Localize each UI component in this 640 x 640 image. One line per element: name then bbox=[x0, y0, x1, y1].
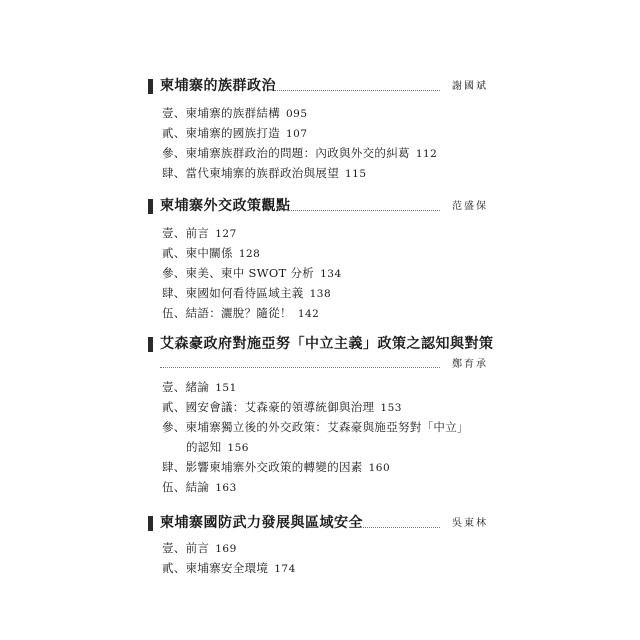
toc-entry[interactable] bbox=[162, 266, 342, 282]
entry-page-number: 107 bbox=[286, 128, 308, 140]
entry-text: 貳、柬埔寨的國族打造 bbox=[162, 126, 280, 140]
chapter-1 bbox=[148, 76, 488, 186]
entry-text: 貳、國安會議：艾森豪的領導統御與治理 bbox=[162, 400, 375, 414]
toc-entry[interactable] bbox=[162, 126, 308, 142]
chapter-marker-bar bbox=[148, 337, 153, 352]
dotted-leader bbox=[160, 367, 440, 368]
toc-entry[interactable] bbox=[162, 306, 319, 322]
toc-entry[interactable] bbox=[162, 106, 308, 122]
dotted-leader bbox=[288, 210, 440, 211]
toc-entry[interactable] bbox=[162, 246, 260, 262]
chapter-marker-bar bbox=[148, 79, 153, 94]
toc-entry[interactable] bbox=[162, 286, 331, 302]
entry-page-number: 128 bbox=[238, 248, 261, 260]
entry-page-number: 169 bbox=[215, 543, 237, 555]
entry-page-number: 138 bbox=[309, 288, 332, 300]
entry-text: 壹、前言 bbox=[162, 541, 210, 555]
entry-text: 貳、柬中關係 bbox=[162, 246, 233, 260]
chapter-title: 柬埔寨外交政策觀點 bbox=[160, 198, 291, 214]
chapter-marker-bar bbox=[148, 199, 153, 214]
chapter-title: 柬埔寨國防武力發展與區域安全 bbox=[160, 515, 363, 531]
entry-text: 壹、前言 bbox=[162, 226, 210, 240]
entry-page-number: 163 bbox=[215, 482, 237, 494]
entry-page-number: 156 bbox=[227, 442, 249, 454]
chapter-author: 謝國斌 bbox=[452, 81, 488, 92]
chapter-marker-bar bbox=[148, 516, 153, 531]
entry-text: 貳、柬埔寨安全環境 bbox=[162, 561, 269, 575]
dotted-leader bbox=[274, 90, 440, 91]
entry-text: 壹、緒論 bbox=[162, 380, 210, 394]
dotted-leader bbox=[360, 527, 440, 528]
entry-page-number: 115 bbox=[345, 168, 367, 180]
entry-page-number: 112 bbox=[415, 148, 438, 160]
entry-page-number: 151 bbox=[215, 382, 237, 394]
entry-text: 肆、影響柬埔寨外交政策的轉變的因素 bbox=[162, 460, 363, 474]
entry-page-number: 174 bbox=[274, 563, 296, 575]
entry-text: 肆、當代柬埔寨的族群政治與展望 bbox=[162, 166, 339, 180]
toc-entry[interactable] bbox=[162, 480, 237, 496]
chapter-4 bbox=[148, 513, 488, 583]
toc-entry[interactable] bbox=[162, 420, 469, 435]
entry-text: 肆、柬國如何看待區域主義 bbox=[162, 286, 304, 300]
entry-text: 的認知 bbox=[186, 440, 222, 454]
entry-text: 參、柬埔寨族群政治的問題：內政與外交的糾葛 bbox=[162, 146, 410, 160]
chapter-heading bbox=[148, 334, 494, 370]
chapter-heading bbox=[148, 76, 488, 98]
chapter-heading bbox=[148, 196, 488, 218]
toc-entry[interactable] bbox=[162, 460, 390, 476]
chapter-3 bbox=[148, 334, 494, 504]
entry-page-number: 127 bbox=[215, 228, 237, 240]
toc-entry[interactable] bbox=[162, 226, 237, 242]
toc-entry[interactable] bbox=[162, 146, 437, 162]
chapter-title: 艾森豪政府對施亞努「中立主義」政策之認知與對策 bbox=[160, 336, 494, 352]
entry-text: 參、柬美、柬中 SWOT 分析 bbox=[162, 266, 315, 280]
entry-page-number: 134 bbox=[320, 268, 342, 280]
chapter-title: 柬埔寨的族群政治 bbox=[160, 78, 276, 94]
toc-entry[interactable] bbox=[162, 561, 296, 577]
toc-entry[interactable] bbox=[162, 400, 402, 416]
entry-text: 壹、柬埔寨的族群結構 bbox=[162, 106, 280, 120]
chapter-author: 鄭育承 bbox=[452, 359, 488, 370]
entry-page-number: 142 bbox=[297, 308, 320, 320]
chapter-author: 吳東林 bbox=[452, 518, 488, 529]
entry-page-number: 095 bbox=[286, 108, 308, 120]
toc-entry[interactable] bbox=[162, 166, 367, 182]
entry-page-number: 160 bbox=[368, 462, 391, 474]
toc-entry[interactable] bbox=[162, 541, 237, 557]
entry-text: 伍、結論 bbox=[162, 480, 210, 494]
entry-page-number: 153 bbox=[380, 402, 402, 414]
chapter-heading bbox=[148, 513, 488, 535]
toc-entry-continuation[interactable] bbox=[186, 440, 249, 456]
toc-entry[interactable] bbox=[162, 380, 237, 396]
chapter-author: 范盛保 bbox=[452, 201, 488, 212]
chapter-2 bbox=[148, 196, 488, 326]
entry-text: 伍、結語：灑脫？隨從！ bbox=[162, 306, 292, 320]
entry-text: 參、柬埔寨獨立後的外交政策：艾森豪與施亞努對「中立」 bbox=[162, 420, 469, 434]
